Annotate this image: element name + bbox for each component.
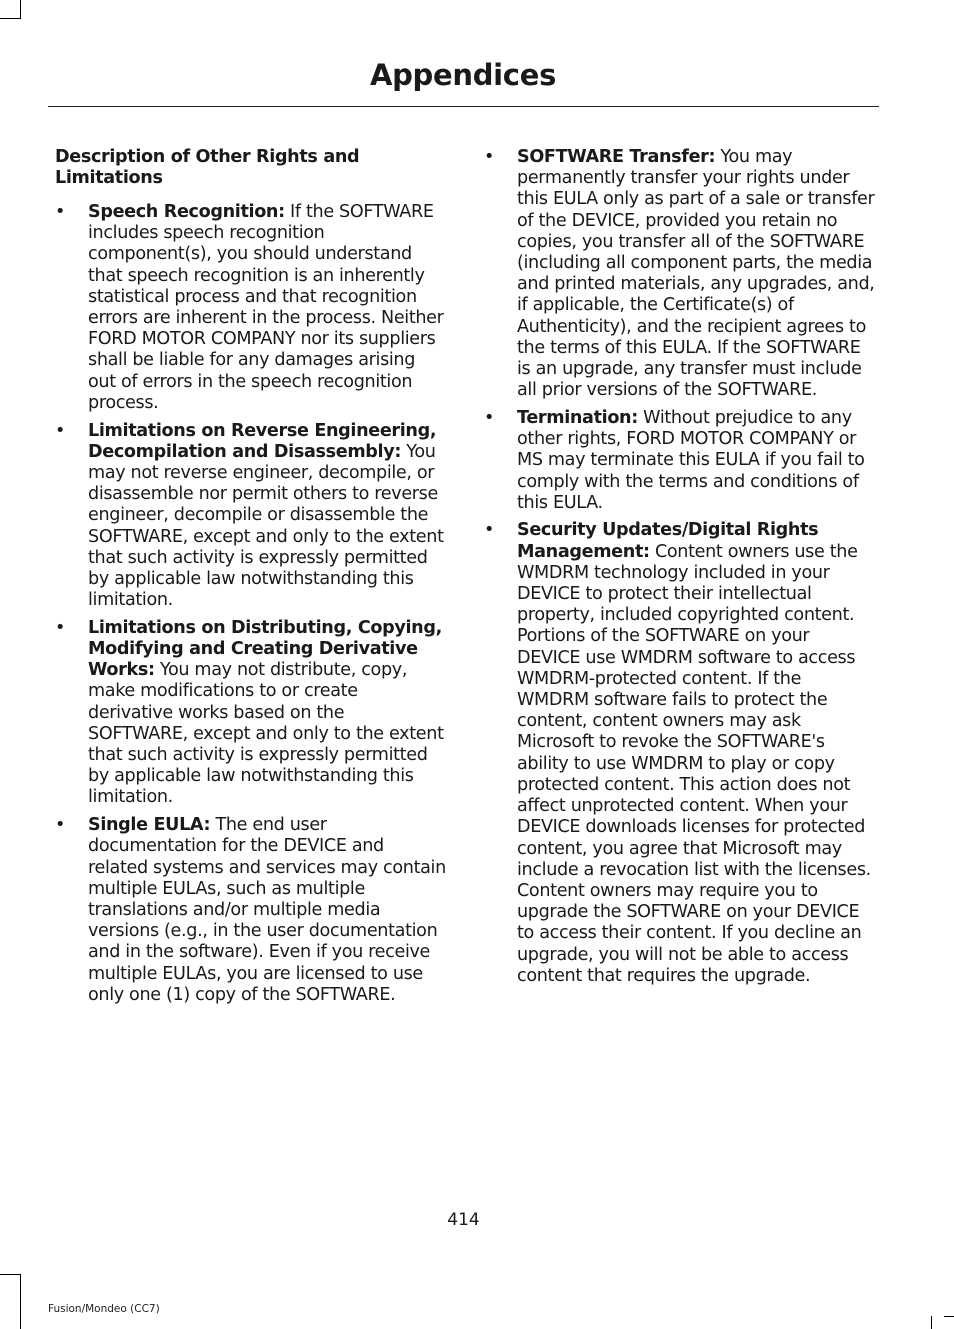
list-item [484, 147, 876, 401]
item-text: You may not reverse engineer, decompile, or disassemble nor permit others to reverse engineer, decompile or disassemble the SOFTWARE, except and only to the extent that such activity is expressly permitted by applicable law notwithstanding this limitation. [88, 441, 444, 611]
bullet-icon: • [55, 202, 66, 222]
item-term: Single EULA: [88, 815, 211, 836]
item-term: Security Updates/Digital Rights Management: [517, 520, 819, 562]
bullet-icon: • [55, 617, 66, 638]
title-divider [48, 106, 879, 107]
crop-mark-bottom-right-vertical-inner [931, 1316, 932, 1329]
item-term: SOFTWARE Transfer: [517, 147, 716, 167]
item-term: Termination: [517, 407, 638, 428]
item-text: Without prejudice to any other rights, FORD MOTOR COMPANY or MS may terminate this EULA if you fail to comply with the terms and conditions of this EULA. [517, 407, 865, 513]
left-column [55, 147, 447, 1013]
right-column [484, 147, 876, 993]
crop-mark-top-left-vertical [20, 0, 21, 18]
crop-mark-bottom-right-horizontal [944, 1316, 954, 1317]
section-heading: Description of Other Rights and Limitations [55, 147, 360, 188]
list-item [55, 815, 447, 1006]
item-text: The end user documentation for the DEVICE and related systems and services may contain multiple EULAs, such as multiple translations and/or multiple media versions (e.g., in the user documentation and in the software). Even if you receive multiple EULAs, you are licensed to use only one (1) copy of the SOFTWARE. [88, 815, 446, 1005]
item-text: You may permanently transfer your rights under this EULA only as part of a sale or transfer of the DEVICE, provided you retain no copies, you transfer all of the SOFTWARE (including all component parts, the media and printed materials, any upgrades, and, if applicable, the Certificate(s) of Authenticity), and the recipient agrees to the terms of this EULA. If the SOFTWARE is an upgrade, any transfer must include all prior versions of the SOFTWARE. [517, 147, 875, 401]
list-item [484, 520, 876, 986]
bullet-icon: • [484, 147, 495, 167]
bullet-icon: • [484, 520, 495, 541]
right-bullet-list [484, 147, 876, 987]
footer-model-label: Fusion/Mondeo (CC7) [48, 1303, 160, 1315]
item-term: Speech Recognition: [88, 202, 285, 222]
bullet-icon: • [484, 407, 495, 428]
crop-mark-top-left-horizontal [0, 18, 21, 19]
item-text: Content owners use the WMDRM technology included in your DEVICE to protect their intellectual property, included copyrighted content. Portions of the SOFTWARE on your DEVICE use WMDRM software to access WMDRM-protected content. If the WMDRM software fails to protect the content, content owners may ask Microsoft to revoke the SOFTWARE's ability to use WMDRM to play or copy protected content. This action does not affect unprotected content. When your DEVICE downloads licenses for protected content, you agree that Microsoft may include a revocation list with the licenses. Content owners may require you to upgrade the SOFTWARE on your DEVICE to access their content. If you decline an upgrade, you will not be able to access content that requires the upgrade. [517, 541, 871, 986]
item-term: Limitations on Distributing, Copying, Modifying and Creating Derivative Works: [88, 617, 442, 681]
item-text: You may not distribute, copy, make modifications to or create derivative works based on the SOFTWARE, except and only to the extent that such activity is expressly permitted by applicable law notwithstanding this limitation. [88, 660, 444, 808]
crop-mark-bottom-left-horizontal [0, 1274, 21, 1275]
list-item [484, 408, 876, 514]
left-bullet-list [55, 202, 447, 1006]
crop-mark-bottom-left-vertical [20, 1274, 21, 1329]
page-number: 414 [447, 1210, 480, 1230]
bullet-icon: • [55, 420, 66, 441]
item-term: Limitations on Reverse Engineering, Decompilation and Disassembly: [88, 420, 437, 462]
list-item [55, 202, 447, 414]
list-item [55, 618, 447, 809]
list-item [55, 421, 447, 612]
item-text: If the SOFTWARE includes speech recognition component(s), you should understand that speech recognition is an inherently statistical process and that recognition errors are inherent in the process. Neither FORD MOTOR COMPANY nor its suppliers shall be liable for any damages arising out of errors in the speech recognition process. [88, 202, 444, 413]
bullet-icon: • [55, 815, 66, 836]
page-title: Appendices [369, 58, 557, 92]
